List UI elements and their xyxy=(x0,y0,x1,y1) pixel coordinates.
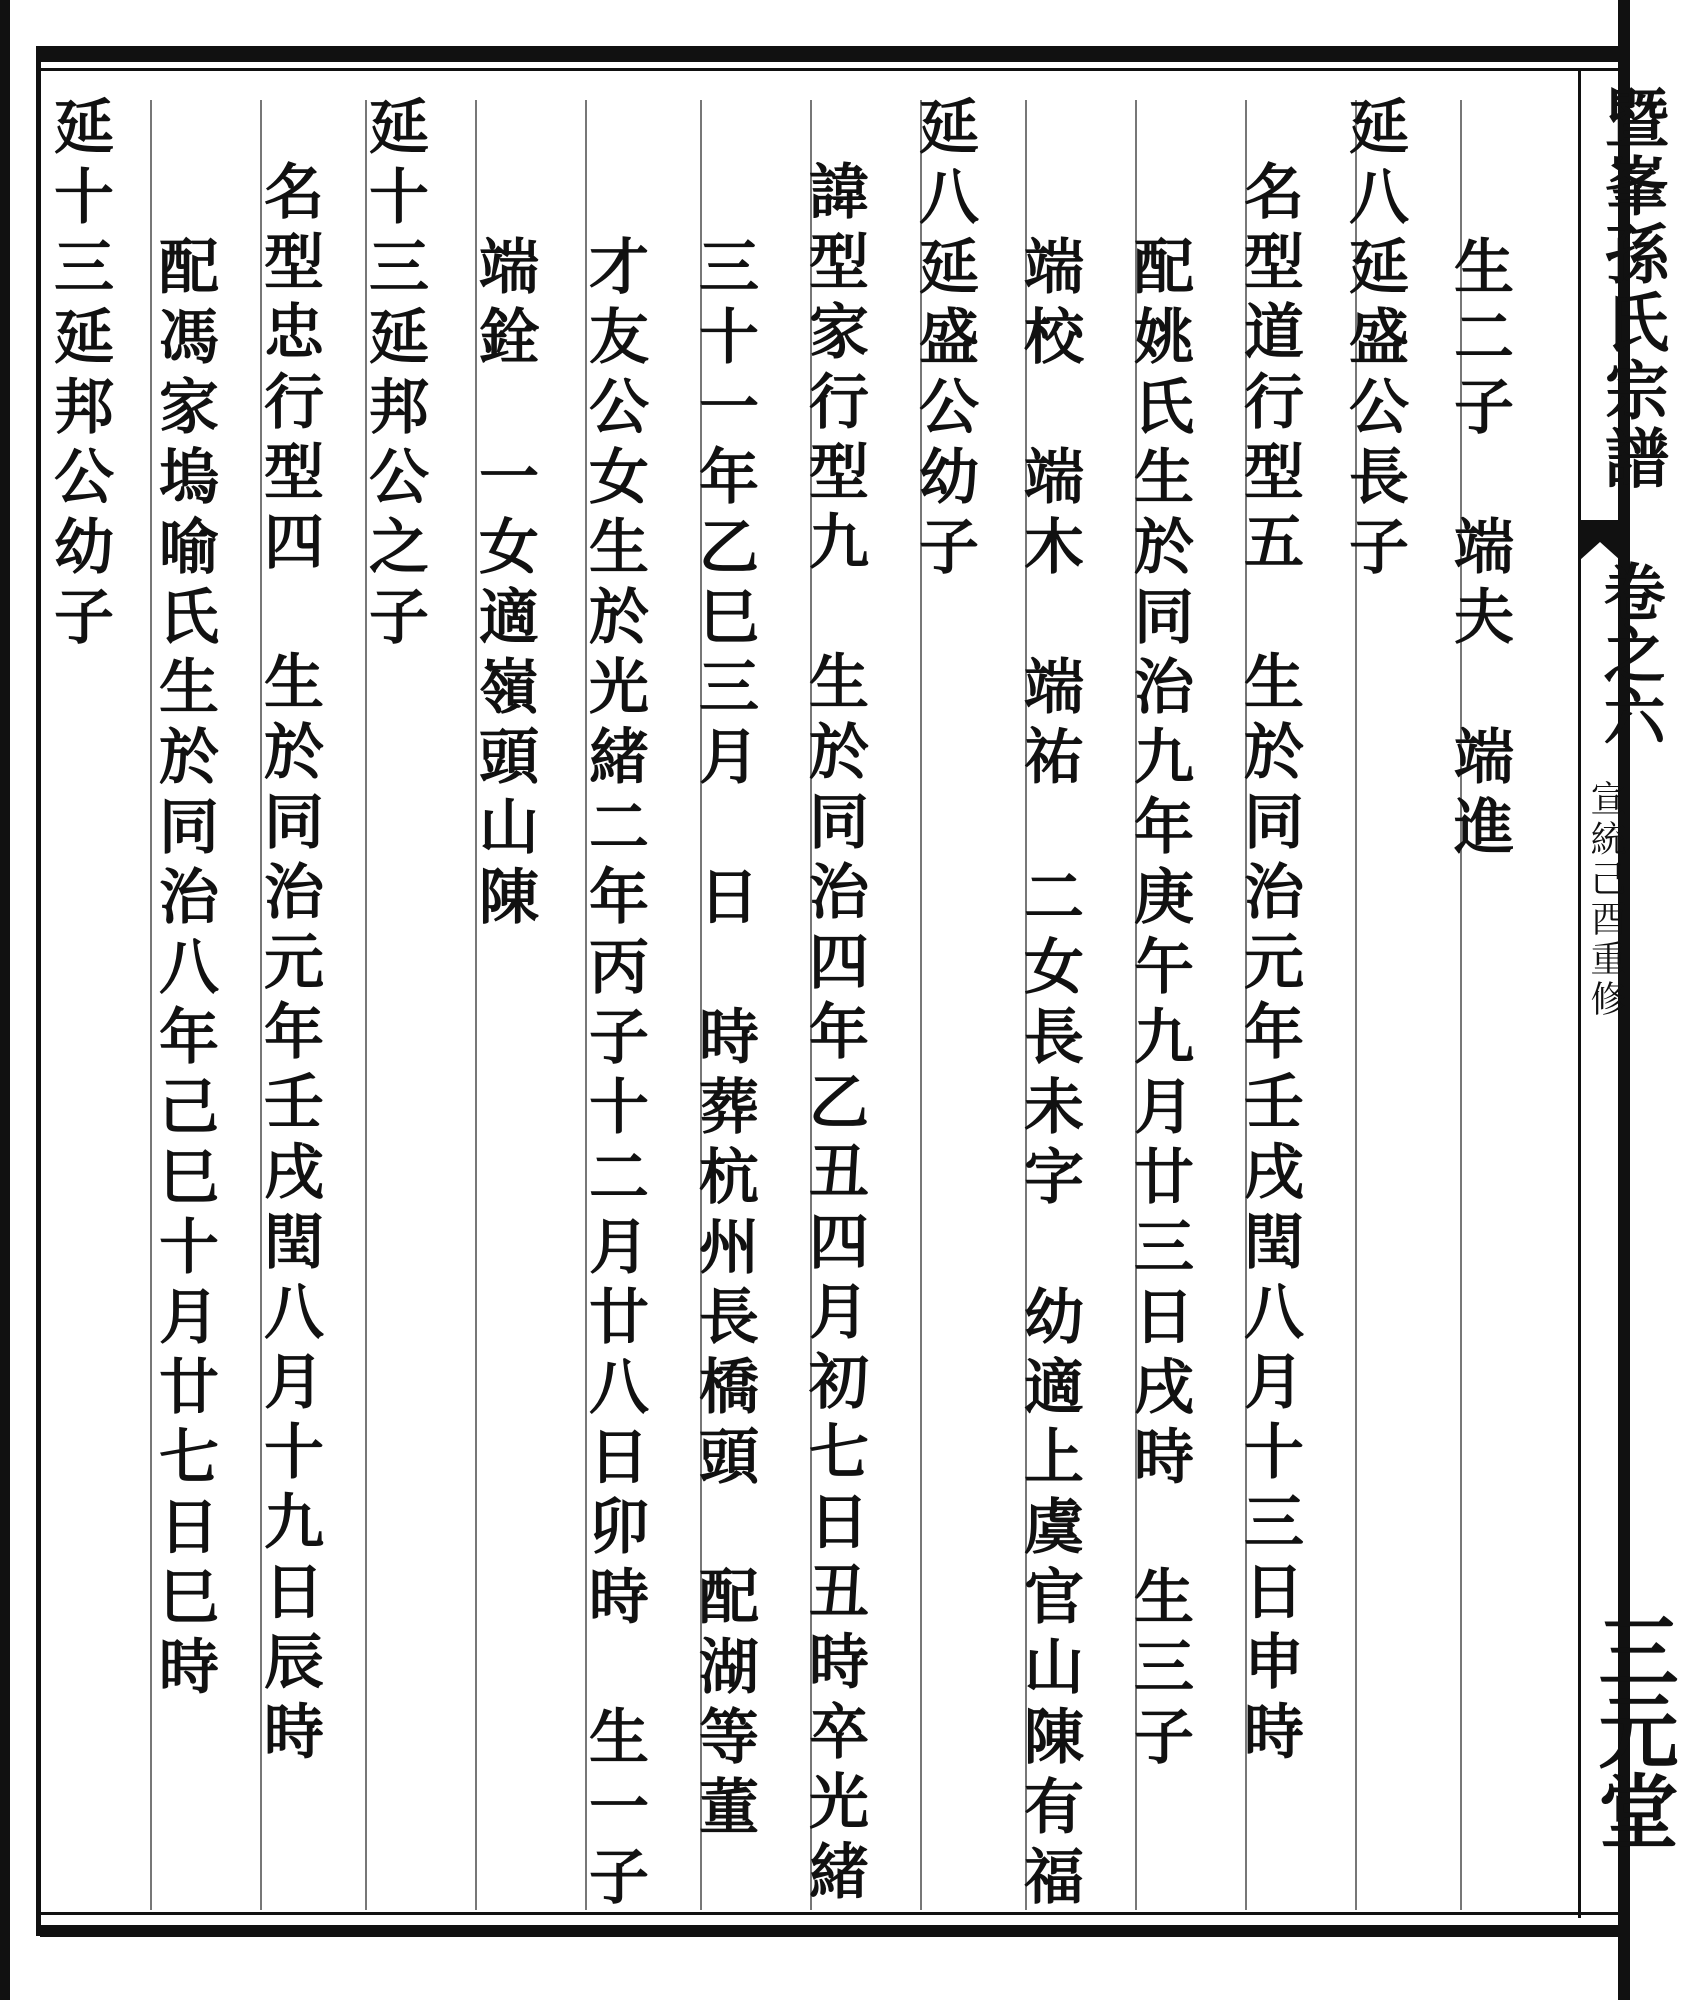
text-column: 延八延盛公幼子 xyxy=(909,95,979,585)
hall-name: 三元堂 xyxy=(1585,1610,1679,1850)
volume-label: 卷之六 xyxy=(1593,560,1666,746)
text-column: 端校 端木 端祐 二女長未字 幼適上虞官山陳有福 xyxy=(1014,235,1084,1915)
edition-label: 宣統己酉重修 xyxy=(1585,780,1626,1020)
text-column: 延十三延邦公幼子 xyxy=(44,95,114,655)
text-column: 生二子 端夫 端進 xyxy=(1444,235,1514,865)
text-column: 端銓 一女適嶺頭山陳 xyxy=(469,235,539,935)
text-column: 配馮家塢喻氏生於同治八年己巳十月廿七日巳時 xyxy=(149,235,219,1705)
top-border xyxy=(40,46,1620,62)
top-border-inner xyxy=(40,68,1620,71)
text-column: 名型忠行型四 生於同治元年壬戌閏八月十九日辰時 xyxy=(254,160,324,1770)
text-column: 名型道行型五 生於同治元年壬戌閏八月十三日申時 xyxy=(1234,160,1304,1770)
fish-tail-mark-icon xyxy=(1580,520,1620,560)
text-column: 配姚氏生於同治九年庚午九月廿三日戌時 生三子 xyxy=(1124,235,1194,1775)
bottom-border-inner xyxy=(40,1912,1620,1915)
text-column: 延八延盛公長子 xyxy=(1339,95,1409,585)
text-column: 才友公女生於光緒二年丙子十二月廿八日卯時 生一子 xyxy=(579,235,649,1915)
genealogy-title: 暨峯孫氏宗譜 xyxy=(1594,85,1669,493)
text-column: 三十一年乙巳三月 日 時葬杭州長橋頭 配湖等董 xyxy=(689,235,759,1845)
text-column: 諱型家行型九 生於同治四年乙丑四月初七日丑時卒光緒 xyxy=(799,160,869,1910)
bottom-border xyxy=(40,1925,1620,1937)
text-column: 延十三延邦公之子 xyxy=(359,95,429,655)
left-page-edge xyxy=(0,0,10,2000)
